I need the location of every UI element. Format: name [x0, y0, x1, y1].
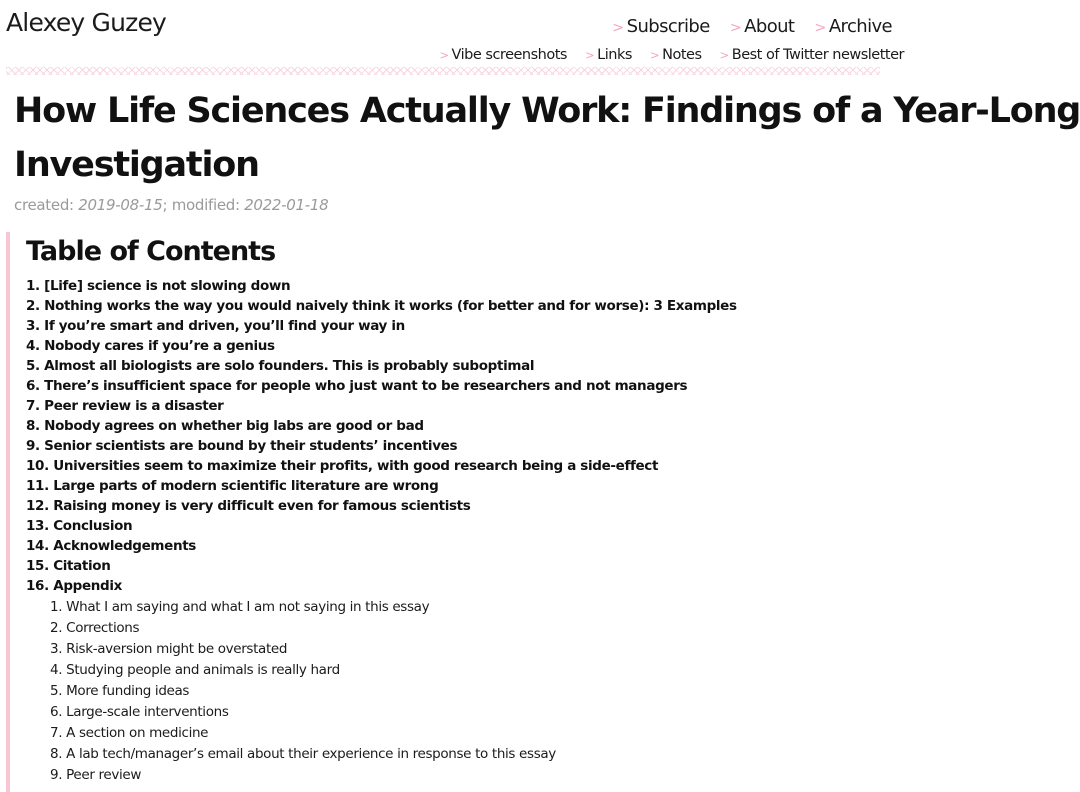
toc-item	[26, 536, 737, 556]
nav-subscribe-link[interactable]	[612, 16, 710, 37]
toc-subitem	[50, 702, 556, 723]
toc-subitem	[50, 765, 556, 786]
toc-link[interactable]: 12. Raising money is very difficult even for famous scientists	[26, 498, 471, 514]
nav-best-of-twitter-link[interactable]	[720, 47, 904, 63]
toc-sublink[interactable]: 7. A section on medicine	[50, 725, 209, 741]
toc-subitem	[50, 744, 556, 765]
modified-date: 2022-01-18	[244, 196, 329, 214]
article-dates: created: 2019-08-15; modified: 2022-01-18	[14, 196, 329, 214]
toc-item	[26, 356, 737, 376]
nav-links-label: Links	[597, 47, 632, 63]
toc-item	[26, 296, 737, 316]
toc-item	[26, 316, 737, 336]
toc-sublink[interactable]: 4. Studying people and animals is really hard	[50, 662, 340, 678]
toc-sublink[interactable]: 5. More funding ideas	[50, 683, 190, 699]
chevron-right-icon: >	[439, 48, 449, 62]
chevron-right-icon: >	[584, 48, 595, 62]
toc-sublink[interactable]: 1. What I am saying and what I am not saying in this essay	[50, 599, 430, 615]
toc-link[interactable]: 7. Peer review is a disaster	[26, 398, 224, 414]
toc-sublink[interactable]: 2. Corrections	[50, 620, 140, 636]
toc-link[interactable]: 16. Appendix	[26, 578, 122, 594]
chevron-right-icon: >	[649, 48, 660, 62]
chevron-right-icon: >	[719, 48, 729, 62]
toc-sublink[interactable]: 8. A lab tech/manager’s email about their experience in response to this essay	[50, 746, 556, 762]
toc-link[interactable]: 4. Nobody cares if you’re a genius	[26, 338, 275, 354]
page-title-line-1: How Life Sciences Actually Work: Findings of a Year-Long	[14, 91, 1080, 131]
toc-link[interactable]: 11. Large parts of modern scientific literature are wrong	[26, 478, 439, 494]
toc-link[interactable]: 10. Universities seem to maximize their profits, with good research being a side-effect	[26, 458, 659, 474]
toc-link[interactable]: 5. Almost all biologists are solo founders. This is probably suboptimal	[26, 358, 535, 374]
toc-subitem	[50, 618, 556, 639]
toc-item	[26, 336, 737, 356]
nav-links-link[interactable]	[585, 47, 632, 63]
toc-link[interactable]: 15. Citation	[26, 558, 111, 574]
toc-sublink[interactable]: 3. Risk-aversion might be overstated	[50, 641, 288, 657]
toc-item	[26, 476, 737, 496]
secondary-nav	[421, 47, 904, 63]
toc-subitem	[50, 597, 556, 618]
toc-link[interactable]: 8. Nobody agrees on whether big labs are good or bad	[26, 418, 424, 434]
page-title	[14, 84, 1080, 192]
page-title-line-2: Investigation	[14, 145, 259, 185]
nav-vibe-screenshots-label: Vibe screenshots	[451, 47, 567, 63]
toc-item	[26, 276, 737, 296]
toc-heading: Table of Contents	[26, 236, 276, 267]
created-date: 2019-08-15	[78, 196, 163, 214]
toc-sublink[interactable]: 6. Large-scale interventions	[50, 704, 229, 720]
toc-link[interactable]: 3. If you’re smart and driven, you’ll find your way in	[26, 318, 405, 334]
toc-subitem	[50, 639, 556, 660]
toc-appendix-list	[50, 597, 556, 786]
toc-item	[26, 376, 737, 396]
chevron-right-icon: >	[814, 20, 826, 36]
toc-item	[26, 416, 737, 436]
nav-vibe-screenshots-link[interactable]	[439, 47, 567, 63]
nav-subscribe-label: Subscribe	[626, 16, 710, 37]
modified-label: modified:	[171, 196, 240, 214]
toc-item	[26, 556, 737, 576]
toc-link[interactable]: 1. [Life] science is not slowing down	[26, 278, 291, 294]
toc-subitem	[50, 723, 556, 744]
toc-item	[26, 436, 737, 456]
toc-link[interactable]: 2. Nothing works the way you would naively think it works (for better and for worse): 3 Examples	[26, 298, 737, 314]
toc-link[interactable]: 6. There’s insufficient space for people who just want to be researchers and not managers	[26, 378, 688, 394]
nav-about-link[interactable]	[730, 16, 795, 37]
chevron-right-icon: >	[612, 20, 624, 36]
site-title[interactable]: Alexey Guzey	[6, 8, 167, 37]
toc-item	[26, 396, 737, 416]
nav-notes-link[interactable]	[650, 47, 702, 63]
toc-item	[26, 576, 737, 596]
toc-subitem	[50, 660, 556, 681]
toc-link[interactable]: 13. Conclusion	[26, 518, 133, 534]
nav-archive-link[interactable]	[814, 16, 892, 37]
toc-item	[26, 516, 737, 536]
toc-item	[26, 496, 737, 516]
nav-archive-label: Archive	[828, 16, 892, 37]
primary-nav	[592, 16, 892, 37]
toc-link[interactable]: 14. Acknowledgements	[26, 538, 196, 554]
created-label: created:	[14, 196, 74, 214]
toc-sublink[interactable]: 9. Peer review	[50, 767, 142, 783]
header-divider	[6, 67, 880, 75]
toc-link[interactable]: 9. Senior scientists are bound by their students’ incentives	[26, 438, 458, 454]
nav-notes-label: Notes	[662, 47, 702, 63]
toc-subitem	[50, 681, 556, 702]
table-of-contents	[6, 232, 884, 792]
nav-best-of-twitter-label: Best of Twitter newsletter	[731, 47, 904, 63]
nav-about-label: About	[744, 16, 795, 37]
toc-item	[26, 456, 737, 476]
toc-list	[26, 276, 737, 596]
chevron-right-icon: >	[729, 20, 742, 36]
